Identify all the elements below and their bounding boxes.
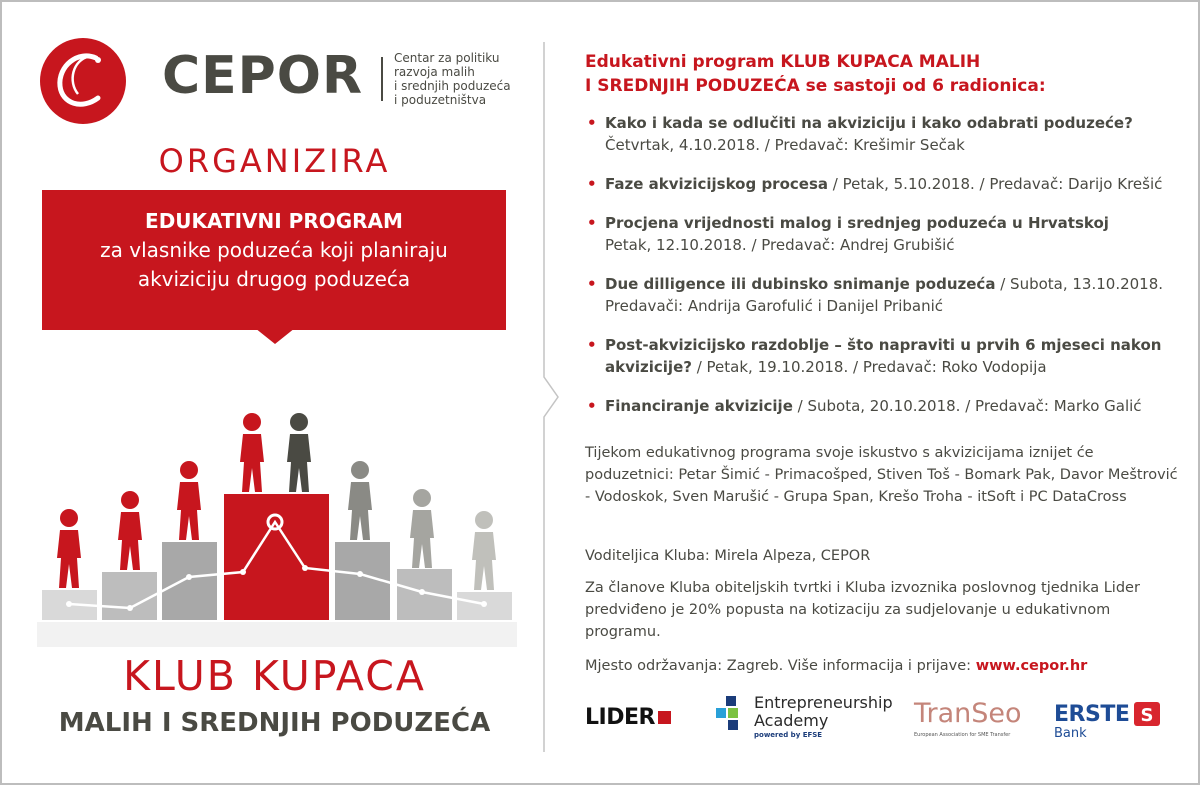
workshop-detail: Predavači: Andrija Garofulić i Danijel Pribanić xyxy=(605,297,944,315)
tagline-line: i poduzetništva xyxy=(394,93,487,107)
location-paragraph xyxy=(585,655,1185,677)
workshop-title: Procjena vrijednosti malog i srednjeg poduzeća u Hrvatskoj xyxy=(605,214,1109,232)
klub-subtitle: MALIH I SREDNJIH PODUZEĆA xyxy=(58,708,491,738)
workshop-detail: / Subota, 13.10.2018. xyxy=(995,275,1164,293)
lider-logo xyxy=(585,705,671,730)
club-leader: Voditeljica Kluba: Mirela Alpeza, CEPOR xyxy=(585,548,871,564)
program-title: EDUKATIVNI PROGRAM xyxy=(145,209,403,233)
cepor-website-link[interactable]: www.cepor.hr xyxy=(975,658,1088,674)
erste-bank-label: Bank xyxy=(1054,726,1087,741)
column-divider xyxy=(543,42,573,752)
program-box-pointer xyxy=(255,328,295,344)
bullet-icon: • xyxy=(587,175,597,193)
organizira-heading: ORGANIZIRA xyxy=(158,142,391,180)
ea-line: Entrepreneurship xyxy=(754,693,893,712)
workshop-title: Due dilligence ili dubinsko snimanje poduzeća xyxy=(605,275,996,293)
svg-text:S: S xyxy=(1140,705,1154,726)
workshop-list xyxy=(585,112,1185,434)
logo-wordmark: CEPOR xyxy=(162,46,364,106)
erste-logo: ERSTE xyxy=(1054,702,1130,727)
bullet-icon: • xyxy=(587,336,597,354)
lider-logo-text: LIDER xyxy=(585,705,655,730)
ea-line: Academy xyxy=(754,711,829,730)
program-box-text xyxy=(42,207,506,294)
transeo-logo: TranSeo xyxy=(914,698,1022,729)
location-text: Mjesto održavanja: Zagreb. Više informacija i prijave: xyxy=(585,658,976,674)
podium-block xyxy=(162,542,217,620)
program-heading xyxy=(585,50,1185,98)
workshop-item xyxy=(585,334,1185,378)
heading-line: I SREDNJIH PODUZEĆA se sastoji od 6 radionica: xyxy=(585,76,1046,96)
workshop-title: Post-akvizicijsko razdoblje – što napraviti u prvih 6 mjeseci nakon akvizicije? xyxy=(605,336,1162,376)
program-subtitle-line: za vlasnike poduzeća koji planiraju xyxy=(100,238,448,262)
transeo-tagline: European Association for SME Transfer xyxy=(914,732,1011,738)
bullet-icon: • xyxy=(587,275,597,293)
cepor-logo-icon xyxy=(38,36,128,126)
entrepreneurship-academy-icon xyxy=(716,696,750,730)
erste-s-icon xyxy=(1134,702,1160,726)
tagline-line: i srednjih poduzeća xyxy=(394,79,511,93)
workshop-title: Financiranje akvizicije xyxy=(605,397,793,415)
workshop-item xyxy=(585,212,1185,256)
workshop-detail: / Petak, 19.10.2018. / Predavač: Roko Vodopija xyxy=(691,358,1047,376)
bullet-icon: • xyxy=(587,214,597,232)
people-podium-illustration xyxy=(37,372,517,647)
heading-line: Edukativni program KLUB KUPACA MALIH xyxy=(585,52,981,72)
bullet-icon: • xyxy=(587,114,597,132)
workshop-detail: Četvrtak, 4.10.2018. / Predavač: Krešimir Sečak xyxy=(605,136,965,154)
podium-block xyxy=(102,572,157,620)
workshop-detail: Petak, 12.10.2018. / Predavač: Andrej Grubišić xyxy=(605,236,955,254)
tagline-line: Centar za politiku xyxy=(394,51,500,65)
tagline-line: razvoja malih xyxy=(394,65,475,79)
program-subtitle-line: akviziciju drugog poduzeća xyxy=(137,267,411,291)
workshop-title: Faze akvizicijskog procesa xyxy=(605,175,829,193)
workshop-title: Kako i kada se odlučiti na akviziciju i kako odabrati poduzeće? xyxy=(605,114,1133,132)
speakers-paragraph: Tijekom edukativnog programa svoje iskustvo s akvizicijama iznijet će poduzetnici: Petar Šimić - Primacošped, Stiven Toš - Bomark Pak, Davor Meštrović - Vodoskok, Sven Marušić - Grupa Span, Krešo Troha - itSoft i PC DataCross xyxy=(585,445,1178,505)
workshop-item xyxy=(585,112,1185,156)
entrepreneurship-academy-logo xyxy=(754,694,893,740)
podium-top-block xyxy=(224,494,329,620)
logo-separator xyxy=(381,57,383,101)
workshop-item xyxy=(585,173,1185,195)
ea-powered: powered by EFSE xyxy=(754,731,823,739)
workshop-item xyxy=(585,273,1185,317)
podium-block xyxy=(397,569,452,620)
workshop-item xyxy=(585,395,1185,417)
workshop-detail: / Petak, 5.10.2018. / Predavač: Darijo Krešić xyxy=(828,175,1163,193)
lider-square-icon xyxy=(658,711,671,724)
klub-title: KLUB KUPACA xyxy=(123,652,426,700)
logo-tagline xyxy=(394,51,534,107)
workshop-detail: / Subota, 20.10.2018. / Predavač: Marko Galić xyxy=(792,397,1142,415)
bullet-icon: • xyxy=(587,397,597,415)
discount-paragraph: Za članove Kluba obiteljskih tvrtki i Kluba izvoznika poslovnog tjednika Lider predviđeno je 20% popusta na kotizaciju za sudjelovanje u edukativnom programu. xyxy=(585,580,1140,640)
